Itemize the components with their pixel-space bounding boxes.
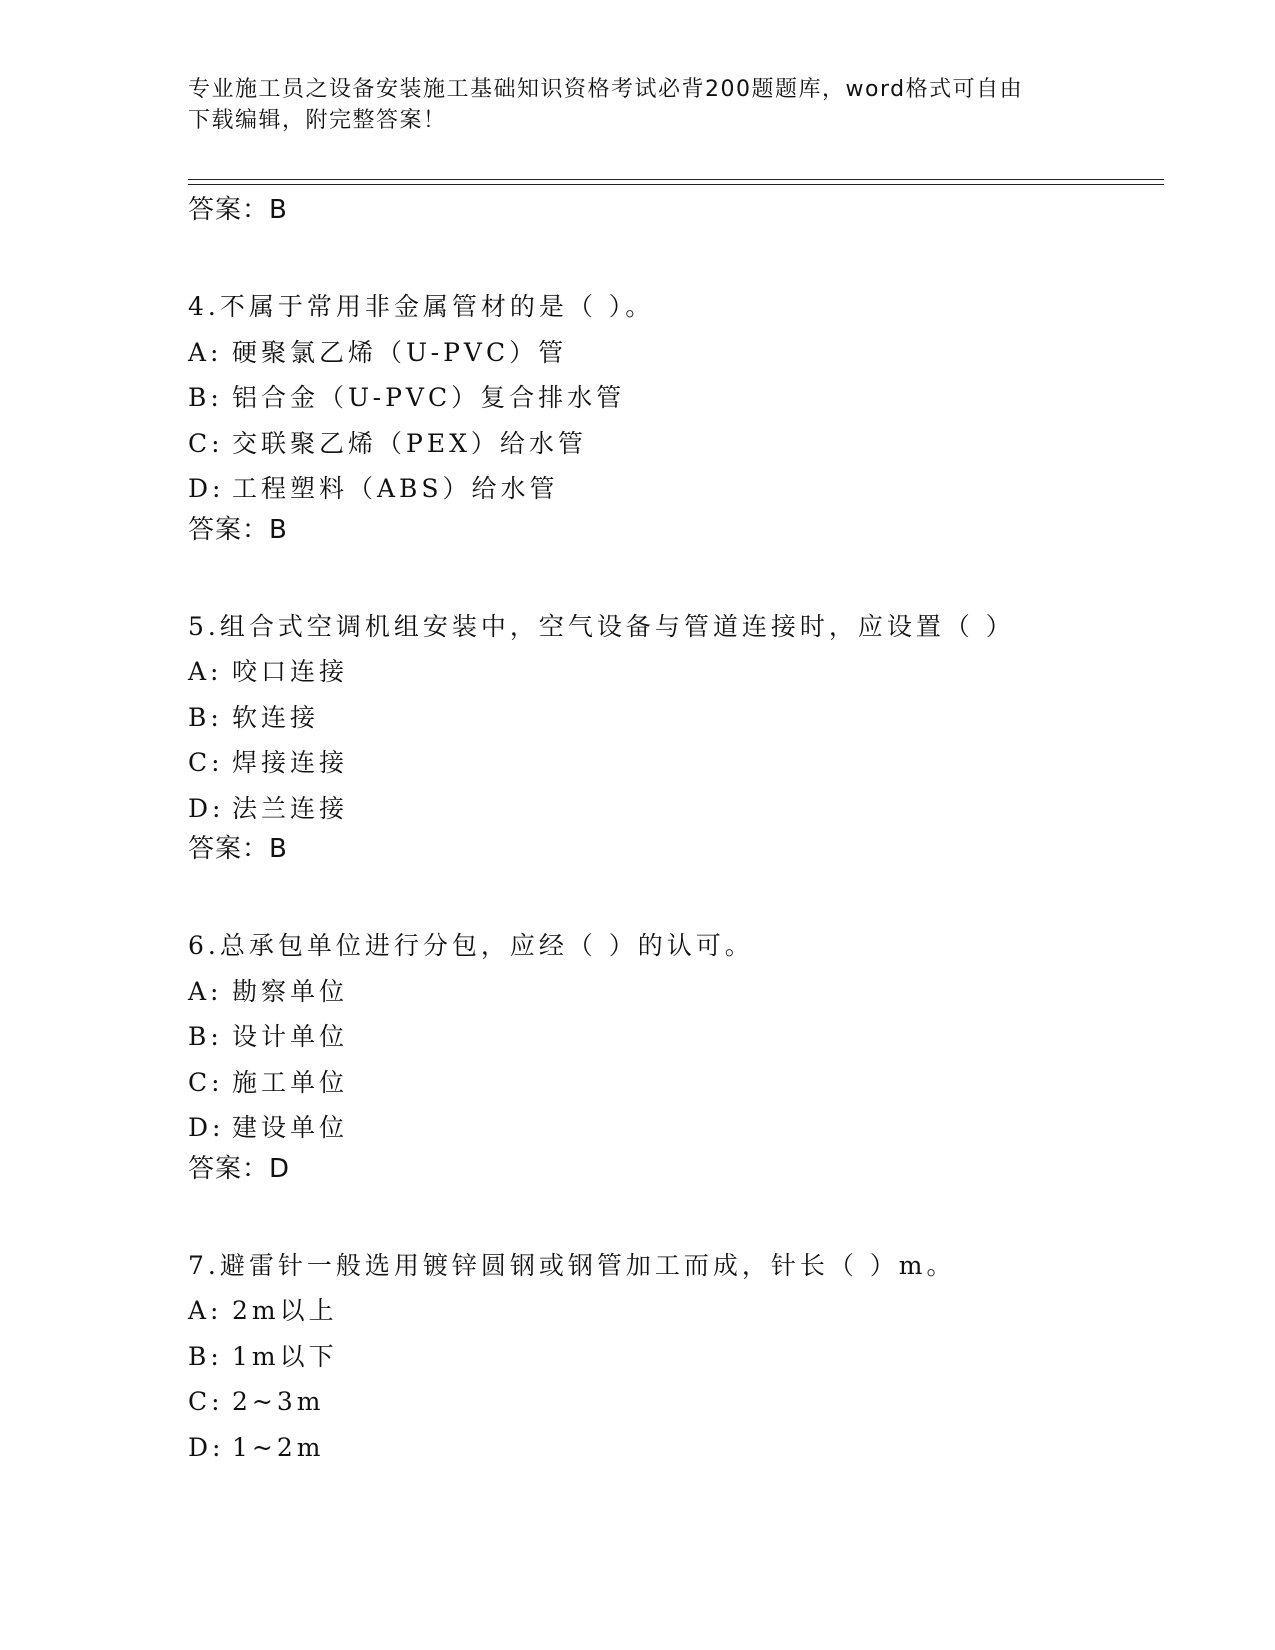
option-text: 2m以上 — [232, 1296, 338, 1325]
question-block — [188, 923, 1168, 1187]
option-text: 法兰连接 — [232, 793, 349, 823]
option-text: 铝合金（U-PVC）复合排水管 — [232, 383, 626, 412]
option-c — [188, 740, 1168, 786]
answer-line: 答案：B — [188, 195, 288, 225]
option-key: C: — [188, 1067, 224, 1097]
answer-line: 答案：B — [188, 834, 288, 864]
option-key: A: — [188, 337, 223, 367]
option-c — [188, 1060, 1168, 1106]
option-b — [188, 695, 1168, 741]
option-text: 硬聚氯乙烯（U-PVC）管 — [232, 337, 568, 367]
option-d — [188, 1425, 1168, 1471]
option-key: D: — [188, 1432, 225, 1462]
option-text: 2~3m — [232, 1387, 325, 1416]
option-key: A: — [188, 657, 223, 686]
option-key: C: — [188, 748, 224, 777]
option-text: 咬口连接 — [232, 657, 349, 686]
option-c — [188, 1379, 1168, 1425]
option-key: D: — [188, 1113, 225, 1142]
question-block — [188, 1243, 1168, 1471]
question-text: 7.避雷针一般选用镀锌圆钢或钢管加工而成，针长（ ）m。 — [188, 1250, 956, 1280]
option-text: 焊接连接 — [232, 748, 349, 777]
option-key: D: — [188, 793, 225, 823]
question-block — [188, 284, 1168, 548]
option-d — [188, 786, 1168, 832]
option-text: 1~2m — [232, 1432, 325, 1462]
option-a — [188, 649, 1168, 695]
option-a — [188, 330, 1168, 376]
header-line-1: 专业施工员之设备安装施工基础知识资格考试必背200题题库，word格式可自由 — [188, 77, 1024, 102]
option-key: C: — [188, 1387, 224, 1416]
option-key: D: — [188, 474, 225, 503]
option-key: B: — [188, 702, 223, 732]
option-key: C: — [188, 428, 224, 458]
question-text: 6.总承包单位进行分包，应经（ ）的认可。 — [188, 931, 754, 960]
option-key: B: — [188, 383, 223, 412]
question-list — [188, 192, 1168, 1470]
option-key: B: — [188, 1022, 223, 1051]
option-key: A: — [188, 976, 223, 1006]
option-c — [188, 421, 1168, 467]
option-b — [188, 1334, 1168, 1380]
header-line-2: 下载编辑，附完整答案！ — [188, 108, 447, 133]
option-text: 设计单位 — [232, 1022, 349, 1051]
option-text: 工程塑料（ABS）给水管 — [232, 474, 559, 503]
option-d — [188, 1105, 1168, 1151]
option-b — [188, 1014, 1168, 1060]
option-key: A: — [188, 1296, 223, 1325]
document-header — [188, 74, 1068, 136]
option-text: 1m以下 — [232, 1341, 338, 1371]
option-b — [188, 375, 1168, 421]
answer-line: 答案：B — [188, 514, 288, 545]
option-key: B: — [188, 1341, 223, 1371]
option-a — [188, 969, 1168, 1015]
option-text: 软连接 — [232, 702, 320, 732]
question-block — [188, 604, 1168, 868]
option-text: 建设单位 — [232, 1113, 349, 1142]
answer-line: 答案：D — [188, 1153, 291, 1184]
option-d — [188, 466, 1168, 512]
option-text: 施工单位 — [232, 1067, 349, 1097]
option-text: 勘察单位 — [232, 976, 349, 1006]
question-text: 5.组合式空调机组安装中，空气设备与管道连接时，应设置（ ） — [188, 611, 1015, 641]
header-rule-bottom — [188, 184, 1164, 185]
header-rule-top — [188, 179, 1164, 180]
option-text: 交联聚乙烯（PEX）给水管 — [232, 428, 587, 458]
question-text: 4.不属于常用非金属管材的是（ ）。 — [188, 292, 655, 321]
option-a — [188, 1288, 1168, 1334]
